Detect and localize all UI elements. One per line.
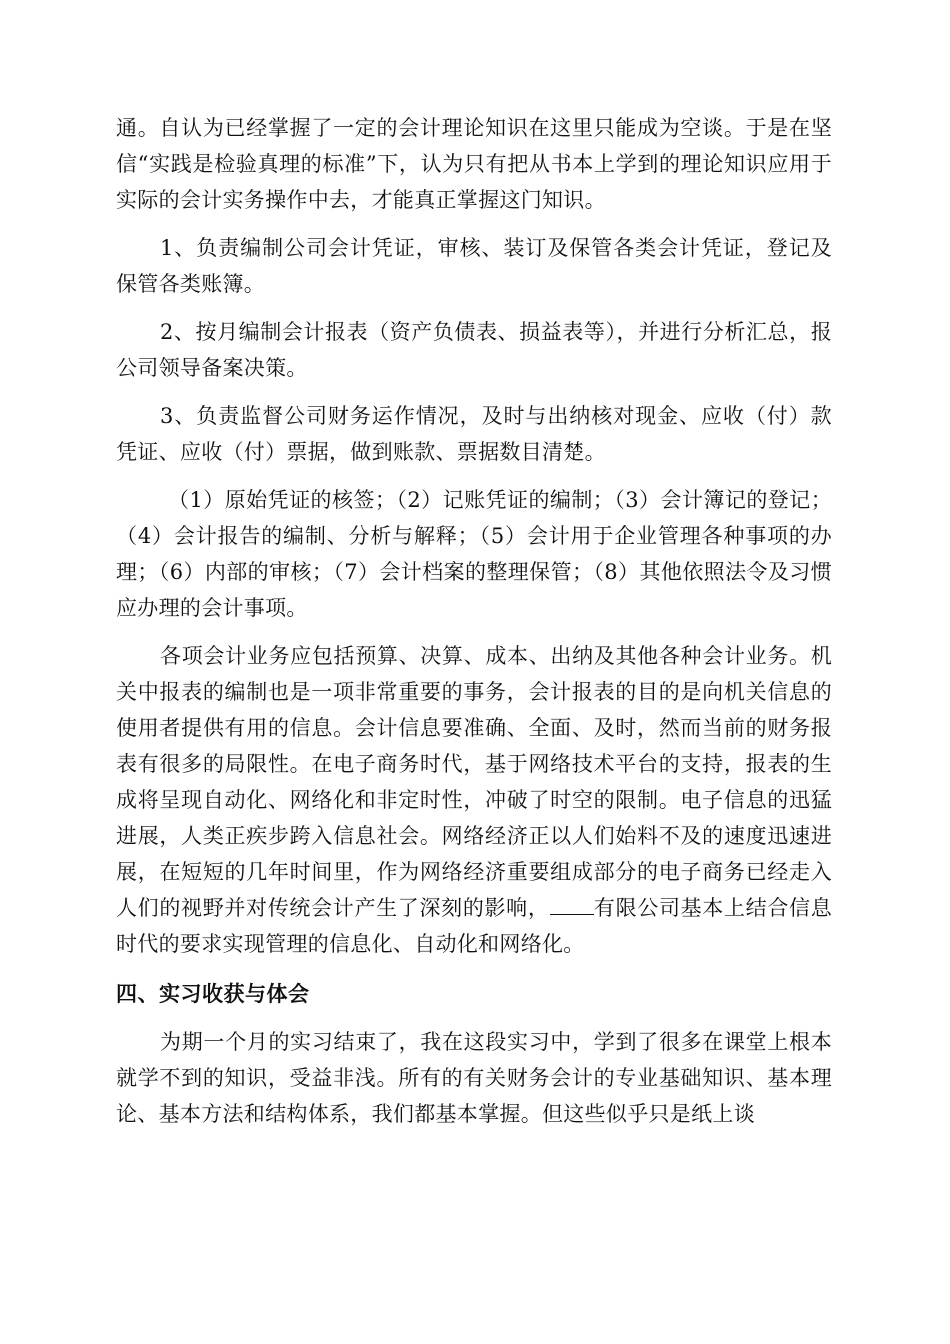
paragraph-intro: 通。自认为已经掌握了一定的会计理论知识在这里只能成为空谈。于是在坚信“实践是检验真理的标准”下，认为只有把从书本上学到的理论知识应用于实际的会计实务操作中去，才能真正掌握这门知识。 — [116, 116, 832, 212]
paragraph-item-1: 1、负责编制公司会计凭证，审核、装订及保管各类会计凭证，登记及保管各类账簿。 — [116, 236, 832, 296]
section-heading-4: 四、实习收获与体会 — [116, 982, 310, 1006]
business-text-after-blank: 有限公司基本上结合信息时代的要求实现管理的信息化、自动化和网络化。 — [116, 896, 832, 956]
paragraph-item-3: 3、负责监督公司财务运作情况，及时与出纳核对现金、应收（付）款凭证、应收（付）票据，做到账款、票据数目清楚。 — [116, 404, 832, 464]
paragraph-accounting-business — [116, 638, 832, 962]
paragraph-item-2: 2、按月编制会计报表（资产负债表、损益表等），并进行分析汇总，报公司领导备案决策。 — [116, 320, 832, 380]
paragraph-duty-list: （1）原始凭证的核签；（2）记账凭证的编制；（3）会计簿记的登记；（4）会计报告的编制、分析与解释；（5）会计用于企业管理各种事项的办理；（6）内部的审核；（7）会计档案的整理保管；（8）其他依照法令及习惯应办理的会计事项。 — [116, 488, 832, 620]
document-page — [116, 110, 832, 1132]
paragraph-summary: 为期一个月的实习结束了，我在这段实习中，学到了很多在课堂上根本就学不到的知识，受益非浅。所有的有关财务会计的专业基础知识、基本理论、基本方法和结构体系，我们都基本掌握。但这些似乎只是纸上谈 — [116, 1030, 832, 1126]
business-text-before-blank: 各项会计业务应包括预算、决算、成本、出纳及其他各种会计业务。机关中报表的编制也是一项非常重要的事务，会计报表的目的是向机关信息的使用者提供有用的信息。会计信息要准确、全面、及时，然而当前的财务报表有很多的局限性。在电子商务时代，基于网络技术平台的支持，报表的生成将呈现自动化、网络化和非定时性，冲破了时空的限制。电子信息的迅猛进展，人类正疾步跨入信息社会。网络经济正以人们始料不及的速度迅速进展，在短短的几年时间里，作为网络经济重要组成部分的电子商务已经走入人们的视野并对传统会计产生了深刻的影响， — [116, 644, 832, 920]
company-name-blank — [550, 896, 594, 915]
